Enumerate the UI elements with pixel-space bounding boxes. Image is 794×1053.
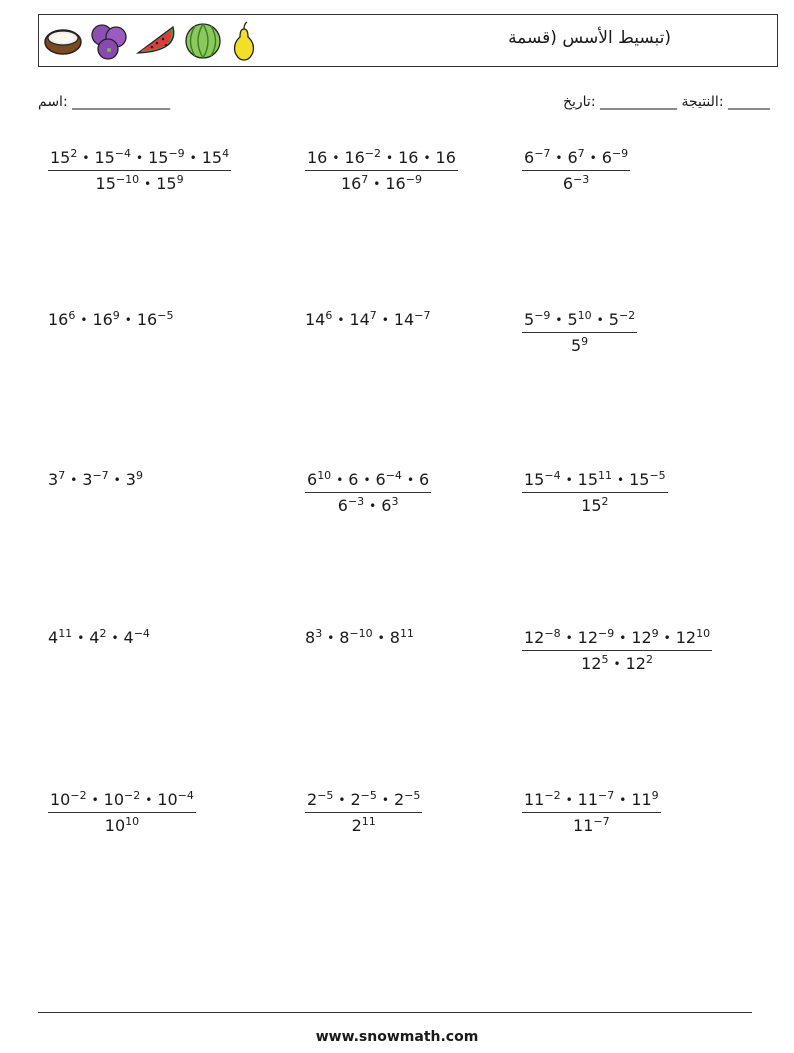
power-term bbox=[104, 790, 141, 809]
power-term bbox=[573, 816, 610, 835]
base: 15 bbox=[95, 174, 116, 193]
exponent: 2 bbox=[70, 147, 78, 160]
multiply-dot: • bbox=[663, 631, 671, 645]
exponent: 4 bbox=[222, 147, 230, 160]
power-term bbox=[94, 148, 131, 167]
power-term bbox=[92, 310, 119, 329]
exponent: −7 bbox=[598, 789, 615, 802]
denominator bbox=[305, 171, 458, 193]
power-term bbox=[394, 790, 420, 809]
denominator bbox=[522, 171, 630, 193]
multiply-dot: • bbox=[332, 151, 340, 165]
power-term bbox=[376, 470, 402, 489]
exponent: 3 bbox=[315, 627, 323, 640]
multiply-dot: • bbox=[617, 473, 625, 487]
base: 10 bbox=[104, 816, 126, 835]
base: 2 bbox=[350, 790, 361, 809]
fraction bbox=[522, 148, 630, 193]
base: 5 bbox=[524, 310, 535, 329]
name-field-label: اسم: ______________ bbox=[38, 94, 171, 110]
numerator bbox=[48, 790, 196, 813]
base: 15 bbox=[581, 496, 602, 515]
exponent: −4 bbox=[114, 147, 132, 160]
multiply-dot: • bbox=[565, 631, 573, 645]
base: 6 bbox=[419, 470, 430, 489]
power-term bbox=[50, 148, 77, 167]
base: 6 bbox=[375, 470, 386, 489]
exponent: 9 bbox=[651, 627, 659, 640]
exponent: 9 bbox=[651, 789, 659, 802]
base: 15 bbox=[94, 148, 115, 167]
base: 14 bbox=[349, 310, 370, 329]
exponent: −3 bbox=[573, 173, 590, 186]
base: 12 bbox=[577, 628, 599, 647]
base: 16 bbox=[136, 310, 158, 329]
fraction bbox=[305, 470, 431, 515]
power-term bbox=[626, 654, 653, 673]
power-term bbox=[124, 628, 150, 647]
problem-5 bbox=[305, 310, 430, 329]
power-term bbox=[48, 310, 75, 329]
exponent: 7 bbox=[577, 147, 585, 160]
numerator bbox=[305, 790, 422, 813]
watermelon-slice-icon bbox=[135, 23, 177, 59]
problem-12 bbox=[522, 628, 712, 673]
base: 12 bbox=[631, 628, 652, 647]
exponent: −5 bbox=[360, 789, 377, 802]
multiply-dot: • bbox=[336, 473, 344, 487]
power-term bbox=[338, 496, 364, 515]
plums-icon bbox=[89, 21, 129, 61]
base: 4 bbox=[123, 628, 134, 647]
power-term bbox=[50, 790, 87, 809]
numerator bbox=[305, 470, 431, 493]
denominator bbox=[305, 813, 422, 835]
base: 16 bbox=[385, 174, 406, 193]
multiply-dot: • bbox=[373, 177, 381, 191]
problem-4 bbox=[48, 310, 173, 329]
multiply-dot: • bbox=[423, 151, 431, 165]
power-term bbox=[352, 816, 376, 835]
multiply-dot: • bbox=[111, 631, 119, 645]
power-term bbox=[524, 148, 550, 167]
power-term bbox=[350, 790, 376, 809]
problem-2 bbox=[305, 148, 458, 193]
base: 11 bbox=[524, 790, 545, 809]
exponent: 2 bbox=[645, 653, 653, 666]
problem-7 bbox=[48, 470, 143, 489]
base: 8 bbox=[305, 628, 316, 647]
multiply-dot: • bbox=[144, 177, 152, 191]
power-term bbox=[48, 470, 65, 489]
multiply-dot: • bbox=[82, 151, 90, 165]
exponent: −7 bbox=[414, 309, 431, 322]
fraction bbox=[305, 148, 458, 193]
base: 12 bbox=[581, 654, 602, 673]
exponent: 11 bbox=[598, 469, 613, 482]
fraction bbox=[522, 628, 712, 673]
exponent: 2 bbox=[601, 495, 609, 508]
base: 15 bbox=[50, 148, 71, 167]
exponent: 11 bbox=[58, 627, 73, 640]
exponent: 7 bbox=[58, 469, 66, 482]
denominator bbox=[522, 493, 668, 515]
base: 15 bbox=[156, 174, 177, 193]
multiply-dot: • bbox=[406, 473, 415, 487]
power-term bbox=[419, 470, 429, 489]
problem-10 bbox=[48, 628, 150, 647]
multiply-dot: • bbox=[589, 151, 597, 165]
date-score-label: النتيجة ___________ :تاريخ: ______ bbox=[562, 94, 770, 110]
power-term bbox=[676, 628, 710, 647]
problem-14 bbox=[305, 790, 422, 835]
problem-6 bbox=[522, 310, 637, 355]
base: 8 bbox=[339, 628, 350, 647]
multiply-dot: • bbox=[91, 793, 99, 807]
power-term bbox=[398, 148, 418, 167]
denominator bbox=[522, 333, 637, 355]
power-term bbox=[305, 628, 322, 647]
multiply-dot: • bbox=[555, 151, 563, 165]
exponent: 7 bbox=[361, 173, 369, 186]
product-expression bbox=[48, 310, 173, 329]
power-term bbox=[524, 790, 561, 809]
multiply-dot: • bbox=[136, 151, 144, 165]
power-term bbox=[390, 628, 414, 647]
denominator bbox=[522, 813, 661, 835]
denominator bbox=[522, 651, 712, 673]
base: 12 bbox=[524, 628, 545, 647]
base: 5 bbox=[567, 310, 578, 329]
base: 12 bbox=[675, 628, 697, 647]
exponent: −5 bbox=[649, 469, 666, 482]
power-term bbox=[394, 310, 431, 329]
exponent: 10 bbox=[696, 627, 711, 640]
base: 15 bbox=[201, 148, 223, 167]
exponent: 10 bbox=[317, 469, 332, 482]
base: 11 bbox=[573, 816, 594, 835]
power-term bbox=[629, 470, 666, 489]
exponent: −2 bbox=[70, 789, 87, 802]
fraction bbox=[522, 310, 637, 355]
problem-13 bbox=[48, 790, 196, 835]
worksheet-header bbox=[38, 14, 778, 67]
exponent: 11 bbox=[399, 627, 414, 640]
multiply-dot: • bbox=[338, 793, 346, 807]
multiply-dot: • bbox=[70, 473, 78, 487]
power-term bbox=[305, 310, 332, 329]
exponent: −2 bbox=[364, 147, 382, 160]
power-term bbox=[581, 654, 608, 673]
base: 6 bbox=[562, 174, 574, 193]
problem-1 bbox=[48, 148, 231, 193]
multiply-dot: • bbox=[619, 793, 627, 807]
power-term bbox=[563, 174, 589, 193]
exponent: −7 bbox=[92, 469, 109, 482]
multiply-dot: • bbox=[381, 313, 389, 327]
power-term bbox=[126, 470, 143, 489]
base: 5 bbox=[608, 310, 619, 329]
fraction bbox=[522, 470, 668, 515]
base: 10 bbox=[50, 790, 71, 809]
product-expression bbox=[305, 628, 414, 647]
exponent: 10 bbox=[125, 815, 140, 828]
multiply-dot: • bbox=[386, 151, 394, 165]
worksheet-title: (تبسيط الأسس (قسمة bbox=[508, 28, 671, 48]
base: 6 bbox=[337, 496, 348, 515]
base: 6 bbox=[567, 148, 578, 167]
base: 3 bbox=[48, 470, 59, 489]
numerator bbox=[522, 310, 637, 333]
exponent: −2 bbox=[618, 309, 636, 322]
problem-9 bbox=[522, 470, 668, 515]
power-term bbox=[82, 470, 108, 489]
fraction bbox=[48, 790, 196, 835]
exponent: 6 bbox=[68, 309, 76, 322]
exponent: −5 bbox=[317, 789, 334, 802]
multiply-dot: • bbox=[363, 473, 371, 487]
power-term bbox=[631, 628, 658, 647]
base: 6 bbox=[524, 148, 535, 167]
multiply-dot: • bbox=[337, 313, 345, 327]
power-term bbox=[202, 148, 229, 167]
base: 3 bbox=[82, 470, 93, 489]
exponent: −2 bbox=[124, 789, 141, 802]
denominator bbox=[48, 813, 196, 835]
fraction bbox=[305, 790, 422, 835]
power-term bbox=[105, 816, 139, 835]
exponent: −9 bbox=[534, 309, 551, 322]
exponent: 6 bbox=[325, 309, 333, 322]
base: 6 bbox=[601, 148, 612, 167]
power-term bbox=[137, 310, 174, 329]
power-term bbox=[578, 628, 615, 647]
power-term bbox=[349, 310, 376, 329]
multiply-dot: • bbox=[113, 473, 121, 487]
power-term bbox=[524, 628, 561, 647]
exponent: −5 bbox=[157, 309, 174, 322]
power-term bbox=[578, 470, 612, 489]
power-term bbox=[96, 174, 140, 193]
base: 16 bbox=[48, 310, 69, 329]
product-expression bbox=[48, 470, 143, 489]
multiply-dot: • bbox=[145, 793, 153, 807]
exponent: 9 bbox=[135, 469, 143, 482]
base: 16 bbox=[398, 148, 419, 167]
base: 16 bbox=[92, 310, 113, 329]
power-term bbox=[524, 310, 550, 329]
base: 4 bbox=[48, 628, 59, 647]
base: 6 bbox=[381, 496, 392, 515]
exponent: −8 bbox=[544, 627, 561, 640]
exponent: 9 bbox=[581, 335, 589, 348]
problem-11 bbox=[305, 628, 414, 647]
base: 2 bbox=[351, 816, 362, 835]
power-term bbox=[381, 496, 398, 515]
multiply-dot: • bbox=[381, 793, 389, 807]
exponent: 7 bbox=[369, 309, 377, 322]
numerator bbox=[522, 470, 668, 493]
power-term bbox=[307, 470, 331, 489]
base: 16 bbox=[307, 148, 328, 167]
power-term bbox=[341, 174, 368, 193]
base: 15 bbox=[629, 470, 650, 489]
multiply-dot: • bbox=[596, 313, 604, 327]
problem-15 bbox=[522, 790, 661, 835]
footer-url: www.snowmath.com bbox=[315, 1029, 479, 1045]
exponent: 10 bbox=[577, 309, 592, 322]
power-term bbox=[578, 790, 615, 809]
power-term bbox=[385, 174, 422, 193]
numerator bbox=[305, 148, 458, 171]
numerator bbox=[522, 790, 661, 813]
pear-icon bbox=[229, 21, 259, 61]
exponent: 3 bbox=[391, 495, 399, 508]
multiply-dot: • bbox=[124, 313, 132, 327]
numerator bbox=[522, 148, 630, 171]
multiply-dot: • bbox=[565, 473, 573, 487]
multiply-dot: • bbox=[555, 313, 563, 327]
exponent: −5 bbox=[404, 789, 421, 802]
product-expression bbox=[48, 628, 150, 647]
power-term bbox=[567, 310, 591, 329]
problem-3 bbox=[522, 148, 630, 193]
exponent: −9 bbox=[168, 147, 185, 160]
power-term bbox=[339, 628, 372, 647]
base: 16 bbox=[435, 148, 456, 167]
power-term bbox=[156, 174, 183, 193]
exponent: −9 bbox=[598, 627, 615, 640]
exponent: −7 bbox=[593, 815, 610, 828]
power-term bbox=[524, 470, 561, 489]
base: 2 bbox=[307, 790, 318, 809]
base: 6 bbox=[348, 470, 359, 489]
exponent: −10 bbox=[349, 627, 373, 640]
power-term bbox=[567, 148, 584, 167]
multiply-dot: • bbox=[377, 631, 385, 645]
exponent: −9 bbox=[405, 173, 422, 186]
denominator bbox=[305, 493, 431, 515]
power-term bbox=[581, 496, 608, 515]
multiply-dot: • bbox=[189, 151, 197, 165]
power-term bbox=[609, 310, 635, 329]
base: 10 bbox=[157, 790, 178, 809]
exponent: 11 bbox=[361, 815, 376, 828]
exponent: 9 bbox=[112, 309, 120, 322]
exponent: −2 bbox=[544, 789, 561, 802]
multiply-dot: • bbox=[565, 793, 573, 807]
power-term bbox=[307, 148, 327, 167]
multiply-dot: • bbox=[619, 631, 627, 645]
base: 10 bbox=[103, 790, 125, 809]
base: 14 bbox=[305, 310, 326, 329]
base: 4 bbox=[89, 628, 100, 647]
multiply-dot: • bbox=[80, 313, 88, 327]
fraction bbox=[48, 148, 231, 193]
multiply-dot: • bbox=[613, 657, 621, 671]
numerator bbox=[522, 628, 712, 651]
denominator bbox=[48, 171, 231, 193]
power-term bbox=[436, 148, 456, 167]
exponent: −7 bbox=[534, 147, 551, 160]
multiply-dot: • bbox=[369, 499, 377, 513]
base: 11 bbox=[577, 790, 599, 809]
power-term bbox=[89, 628, 106, 647]
base: 11 bbox=[631, 790, 652, 809]
exponent: −4 bbox=[385, 469, 402, 482]
base: 12 bbox=[625, 654, 646, 673]
exponent: 5 bbox=[601, 653, 609, 666]
base: 16 bbox=[344, 148, 365, 167]
power-term bbox=[631, 790, 658, 809]
power-term bbox=[348, 470, 358, 489]
exponent: 9 bbox=[176, 173, 184, 186]
power-term bbox=[344, 148, 381, 167]
fruit-icons bbox=[43, 19, 259, 63]
power-term bbox=[148, 148, 185, 167]
footer-divider bbox=[38, 1012, 752, 1013]
exponent: −10 bbox=[115, 173, 140, 186]
power-term bbox=[48, 628, 72, 647]
base: 8 bbox=[389, 628, 400, 647]
product-expression bbox=[305, 310, 430, 329]
base: 3 bbox=[125, 470, 136, 489]
watermelon-icon bbox=[183, 21, 223, 61]
base: 15 bbox=[148, 148, 169, 167]
base: 15 bbox=[577, 470, 599, 489]
fraction bbox=[522, 790, 661, 835]
power-term bbox=[157, 790, 194, 809]
base: 15 bbox=[524, 470, 545, 489]
base: 16 bbox=[340, 174, 362, 193]
power-term bbox=[307, 790, 333, 809]
problem-8 bbox=[305, 470, 431, 515]
multiply-dot: • bbox=[77, 631, 85, 645]
numerator bbox=[48, 148, 231, 171]
power-term bbox=[571, 336, 588, 355]
exponent: 2 bbox=[99, 627, 107, 640]
power-term bbox=[602, 148, 628, 167]
exponent: −4 bbox=[544, 469, 561, 482]
exponent: −4 bbox=[133, 627, 150, 640]
multiply-dot: • bbox=[327, 631, 335, 645]
exponent: −3 bbox=[347, 495, 365, 508]
base: 14 bbox=[393, 310, 415, 329]
base: 2 bbox=[393, 790, 405, 809]
exponent: −4 bbox=[177, 789, 194, 802]
exponent: −9 bbox=[611, 147, 629, 160]
coconut-icon bbox=[43, 26, 83, 56]
base: 6 bbox=[307, 470, 318, 489]
base: 5 bbox=[570, 336, 582, 355]
